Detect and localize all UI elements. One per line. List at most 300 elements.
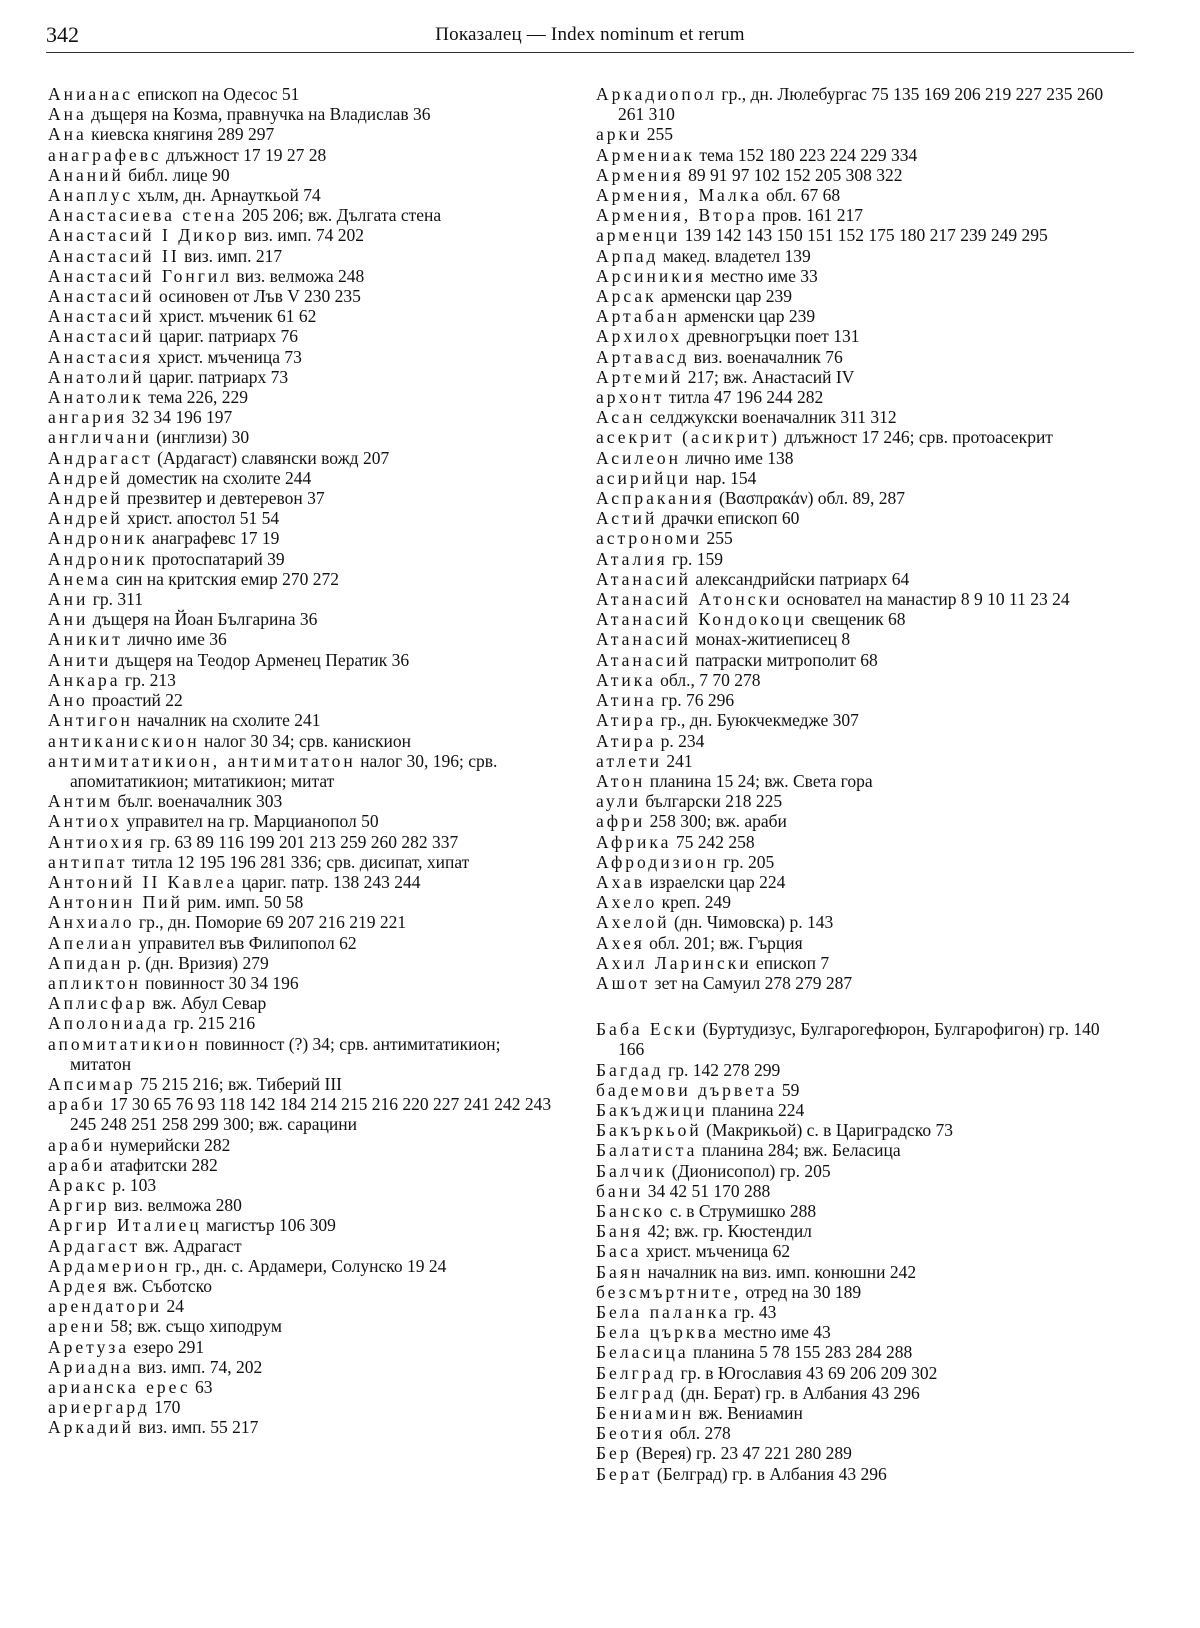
index-entry-headword: Апелиан (48, 932, 135, 953)
index-entry (596, 266, 1106, 286)
index-entry-references: обл. 278 (665, 1423, 731, 1444)
index-entry (48, 1215, 558, 1235)
index-entry-headword: аули (596, 791, 641, 812)
index-entry (596, 1383, 1106, 1403)
index-entry (48, 731, 558, 751)
index-entry-headword: Анастасиева стена (48, 205, 238, 226)
index-entry (48, 791, 558, 811)
index-entry-headword: Балатиста (596, 1140, 698, 1161)
index-entry-references: 24 (162, 1296, 185, 1317)
index-entry-references: (дн. Берат) гр. в Албания 43 296 (676, 1382, 920, 1403)
index-entry-headword: Баба Ески (596, 1019, 699, 1040)
index-entry-references: (Макрикьой) с. в Цариградско 73 (701, 1120, 953, 1141)
index-entry (48, 993, 558, 1013)
index-entry (596, 286, 1106, 306)
index-entry-references: рим. имп. 50 58 (183, 892, 304, 913)
index-entry-headword: Анити (48, 649, 112, 670)
index-entry-headword: Арсиникия (596, 265, 707, 286)
index-entry-references: вж. Вениамин (694, 1403, 803, 1423)
index-entry-headword: ангария (48, 407, 128, 428)
index-entry-headword: Анема (48, 568, 112, 589)
index-entry (48, 1013, 558, 1033)
index-entry-headword: Ахелой (596, 912, 670, 933)
index-entry-references: лично име 36 (122, 629, 227, 650)
index-entry-headword: антиканискион (48, 730, 200, 751)
index-entry-references: арменски цар 239 (656, 286, 792, 307)
index-entry-references: христ. апостол 51 54 (122, 508, 280, 529)
index-entry-references: планина 224 (707, 1099, 805, 1120)
index-entry (596, 347, 1106, 367)
index-entry (48, 508, 558, 528)
index-entry-headword: Баян (596, 1261, 644, 1282)
index-entry-headword: Астий (596, 508, 658, 529)
index-entry-references: вж. Съботско (108, 1275, 213, 1296)
index-entry-headword: Андроник (48, 528, 148, 549)
index-entry-headword: Ардамерион (48, 1255, 171, 1276)
index-entry-references: гр. 215 216 (169, 1013, 256, 1034)
index-entry (48, 973, 558, 993)
index-entry-headword: Ашот (596, 972, 651, 993)
index-entry-headword: атлети (596, 750, 663, 771)
index-entry (48, 347, 558, 367)
index-entry (596, 1181, 1106, 1201)
index-entry-references: титла 47 196 244 282 (664, 387, 824, 408)
index-entry-references: 255 (702, 528, 733, 549)
index-entry-references: христ. мъченица 73 (153, 346, 302, 367)
index-entry-references: макед. владетел 139 (658, 245, 811, 266)
index-entry (596, 225, 1106, 245)
index-entry-headword: Антонин Пий (48, 892, 184, 913)
index-entry-references: киевска княгиня 289 297 (86, 124, 275, 145)
index-entry-references: виз. имп. 74 202 (239, 225, 365, 246)
index-entry-references: виз. велможа 248 (232, 265, 365, 286)
index-entry-headword: Аникит (48, 629, 123, 650)
index-entry (48, 650, 558, 670)
index-entry (596, 892, 1106, 912)
index-entry (48, 1316, 558, 1336)
index-entry-references: налог 30, 196; срв. апомитатикион; митатикион; митат (70, 750, 498, 791)
index-entry (48, 1357, 558, 1377)
index-entry-headword: асирийци (596, 467, 692, 488)
index-entry-headword: антипат (48, 851, 128, 872)
index-entry-references: р. (дн. Вризия) 279 (123, 952, 269, 973)
index-entry (596, 569, 1106, 589)
index-entry (596, 710, 1106, 730)
index-entry-references: нумерийски 282 (105, 1134, 231, 1155)
index-entry (48, 326, 558, 346)
index-entry (48, 872, 558, 892)
index-entry (596, 1403, 1106, 1423)
index-entry (48, 165, 558, 185)
index-entry-headword: Бакъркьой (596, 1120, 702, 1141)
index-entry-headword: Беотия (596, 1423, 666, 1444)
index-entry (596, 771, 1106, 791)
index-entry-headword: арменци (596, 225, 681, 246)
index-entry-headword: Ананий (48, 164, 124, 185)
index-entry (596, 629, 1106, 649)
index-entry-headword: Берат (596, 1463, 653, 1484)
index-entry (48, 933, 558, 953)
index-entry (596, 670, 1106, 690)
index-entry (596, 1363, 1106, 1383)
index-entry-references: библ. лице 90 (123, 164, 230, 185)
index-entry (596, 1322, 1106, 1342)
index-entry-references: 63 (190, 1377, 213, 1397)
index-entry-references: длъжност 17 246; срв. протоасекрит (779, 427, 1053, 448)
index-entry-references: 59 (777, 1079, 800, 1100)
index-entry (48, 407, 558, 427)
index-entry-references: цариг. патриарх 76 (154, 326, 299, 347)
index-entry (48, 1236, 558, 1256)
index-entry (48, 751, 558, 791)
index-entry-headword: Армениак (596, 144, 695, 165)
index-entry (48, 1074, 558, 1094)
index-entry-headword: анаграфевс (48, 144, 162, 165)
index-entry-references: (Верея) гр. 23 47 221 280 289 (631, 1443, 852, 1464)
index-entry (596, 145, 1106, 165)
index-entry-references: дъщеря на Козма, правнучка на Владислав 36 (86, 104, 431, 125)
index-entry-references: гр. 159 (667, 548, 724, 569)
index-entry-references: анаграфевс 17 19 (147, 528, 280, 549)
index-entry-references: основател на манастир 8 9 10 11 23 24 (782, 589, 1070, 610)
index-entry-headword: Апсимар (48, 1073, 136, 1094)
index-entry-references: нар. 154 (691, 467, 757, 488)
index-entry (596, 84, 1106, 124)
index-entry-headword: Анкара (48, 669, 121, 690)
index-entry-references: виз. имп. 217 (179, 245, 283, 266)
index-entry-headword: архонт (596, 387, 665, 408)
index-entry (596, 1302, 1106, 1322)
index-entry-references: управител във Филипопол 62 (134, 932, 357, 953)
index-entry (596, 1443, 1106, 1463)
index-entry-headword: Ано (48, 690, 88, 711)
index-entry-headword: Армения (596, 164, 684, 185)
index-entry-references: арменски цар 239 (679, 306, 816, 327)
index-entry-references: виз. велможа 280 (109, 1195, 242, 1216)
index-entry (48, 1175, 558, 1195)
index-entry (596, 246, 1106, 266)
index-entry-headword: Бениамин (596, 1403, 695, 1423)
index-entry-references: тема 226, 229 (143, 387, 248, 408)
index-entry-references: 32 34 196 197 (127, 407, 233, 428)
index-entry-headword: Армения, Втора (596, 205, 758, 226)
header-rule (46, 52, 1134, 53)
index-entry (48, 1377, 558, 1397)
index-entry-references: проастий 22 (87, 690, 183, 711)
index-entry-references: гр. 43 (729, 1301, 777, 1322)
index-entry-headword: Анаплус (48, 185, 134, 206)
index-entry (48, 387, 558, 407)
index-entry-headword: антимитатикион, антимитатон (48, 750, 356, 771)
index-entry (596, 690, 1106, 710)
index-entry (596, 1221, 1106, 1241)
index-entry (596, 650, 1106, 670)
index-entry-headword: Антиохия (48, 831, 146, 852)
index-entry (48, 1094, 558, 1134)
index-entry-references: виз. военачалник 76 (689, 346, 843, 367)
index-entry (596, 852, 1106, 872)
index-entry-references: гр. 205 (718, 851, 775, 872)
index-entry (48, 569, 558, 589)
index-entry-headword: англичани (48, 427, 152, 448)
index-entry (48, 629, 558, 649)
index-entry-headword: Банско (596, 1200, 666, 1221)
index-entry-headword: Ахея (596, 932, 645, 953)
index-entry-headword: Ардея (48, 1275, 109, 1296)
index-column-right (596, 84, 1106, 1484)
index-entry-headword: Ахав (596, 871, 646, 892)
index-entry-references: дъщеря на Теодор Арменец Ператик 36 (111, 649, 410, 670)
index-entry-headword: Анастасия (48, 346, 154, 367)
index-entry (596, 731, 1106, 751)
index-entry (596, 448, 1106, 468)
index-entry (48, 710, 558, 730)
index-entry-references: 217; вж. Анастасий IV (683, 366, 855, 387)
index-entry-references: налог 30 34; срв. канискион (199, 730, 411, 751)
index-entry-headword: Бела паланка (596, 1301, 730, 1322)
index-entry-headword: апомитатикион (48, 1033, 201, 1054)
index-entry-references: пров. 161 217 (757, 205, 863, 226)
index-entry-headword: Асан (596, 407, 646, 428)
page-header (46, 22, 1134, 54)
index-entry-references: доместик на схолите 244 (122, 467, 312, 488)
index-entry-headword: Арпад (596, 245, 659, 266)
index-entry-references: гр., дн. Поморие 69 207 216 219 221 (134, 912, 407, 933)
index-entry-headword: Апидан (48, 952, 124, 973)
index-entry-headword: Ариадна (48, 1356, 134, 1377)
index-entry-references: цариг. патр. 138 243 244 (237, 871, 421, 892)
index-entry-references: р. 234 (656, 730, 705, 751)
index-entry-headword: Анастасий II (48, 245, 180, 266)
index-entry-headword: Балчик (596, 1160, 668, 1181)
index-entry (596, 1080, 1106, 1100)
index-entry-references: виз. имп. 74, 202 (133, 1356, 263, 1377)
index-entry-references: местно име 33 (706, 265, 818, 286)
index-entry-references: планина 284; вж. Беласица (697, 1140, 901, 1161)
index-entry-references: гр. 142 278 299 (663, 1059, 781, 1080)
index-entry-headword: Атина (596, 690, 657, 711)
index-entry-headword: Аракс (48, 1174, 108, 1195)
index-entry-headword: Арсак (596, 286, 657, 307)
index-entry-headword: Ахил Ларински (596, 952, 752, 973)
index-entry-headword: Анатолик (48, 387, 144, 408)
index-entry-references: планина 15 24; вж. Света гора (645, 770, 873, 791)
index-entry (48, 912, 558, 932)
index-entry-headword: Андрагаст (48, 447, 153, 468)
index-entry-references: осиновен от Лъв V 230 235 (154, 286, 361, 307)
index-entry (48, 832, 558, 852)
index-entry-references: лично име 138 (680, 447, 794, 468)
index-entry (596, 1342, 1106, 1362)
index-entry (596, 1262, 1106, 1282)
index-entry-references: (Ардагаст) славянски вожд 207 (152, 447, 390, 468)
index-entry-references: бълг. военачалник 303 (113, 791, 283, 812)
index-entry (596, 1120, 1106, 1140)
index-entry-headword: Аталия (596, 548, 668, 569)
index-entry (48, 609, 558, 629)
index-entry-references: тема 152 180 223 224 229 334 (694, 144, 918, 165)
index-entry-headword: Атика (596, 669, 656, 690)
index-entry-headword: Беласица (596, 1342, 689, 1363)
index-entry-references: повинност (?) 34; срв. антимитатикион; митатон (70, 1033, 501, 1074)
index-entry-headword: Африка (596, 831, 672, 852)
index-entry-headword: Анхиало (48, 912, 135, 933)
index-entry-references: цариг. патриарх 73 (144, 366, 289, 387)
index-entry-references: вж. Абул Севар (147, 993, 267, 1014)
index-entry (48, 1256, 558, 1276)
index-entry (596, 549, 1106, 569)
index-entry-headword: Бер (596, 1443, 632, 1464)
index-entry-references: зет на Самуил 278 279 287 (650, 972, 853, 993)
index-entry-headword: Аспракания (596, 488, 715, 509)
index-entry (48, 892, 558, 912)
index-entry-headword: Антиох (48, 811, 123, 832)
index-entry-headword: Антигон (48, 710, 133, 731)
index-entry (48, 468, 558, 488)
index-entry (48, 1155, 558, 1175)
index-entry (596, 427, 1106, 447)
index-entry-headword: Анастасий Гонгил (48, 265, 233, 286)
index-entry-references: гр., дн. Люлебургас 75 135 169 206 219 227 235 260 261 310 (618, 84, 1104, 125)
index-entry-references: 255 (642, 124, 674, 145)
index-entry (596, 1464, 1106, 1484)
index-entry-references: титла 12 195 196 281 336; срв. дисипат, хипат (127, 851, 470, 872)
index-entry (48, 266, 558, 286)
index-entry (596, 185, 1106, 205)
index-entry-references: креп. 249 (657, 892, 731, 913)
index-entry-references: дъщеря на Йоан Българина 36 (88, 609, 318, 630)
index-entry (48, 367, 558, 387)
index-entry (48, 246, 558, 266)
index-entry-references: александрийски патриарх 64 (691, 568, 910, 589)
index-entry-headword: астрономи (596, 528, 703, 549)
index-entry-references: 75 215 216; вж. Тиберий III (135, 1073, 342, 1094)
index-entry-references: 258 300; вж. араби (645, 811, 787, 832)
index-entry-references: планина 5 78 155 283 284 288 (688, 1342, 913, 1363)
index-entry (596, 1423, 1106, 1443)
index-entry-headword: Аргир Италиец (48, 1215, 202, 1236)
index-column-left (48, 84, 558, 1438)
index-entry (48, 852, 558, 872)
index-entry (48, 589, 558, 609)
index-entry-references: 34 42 51 170 288 (643, 1180, 771, 1201)
index-entry-headword: Аргир (48, 1195, 110, 1216)
index-entry-headword: Атира (596, 710, 657, 731)
index-entry-references: обл. 201; вж. Гърция (644, 932, 803, 953)
index-entry-headword: Асилеон (596, 447, 681, 468)
index-entry (596, 872, 1106, 892)
index-entry-headword: Атира (596, 730, 657, 751)
index-entry (596, 367, 1106, 387)
index-entry (48, 670, 558, 690)
index-entry (48, 306, 558, 326)
index-entry (48, 1337, 558, 1357)
index-entry-headword: Аплисфар (48, 993, 148, 1014)
index-entry-references: гр. 76 296 (656, 690, 735, 711)
index-entry-references: гр., дн. с. Ардамери, Солунско 19 24 (170, 1255, 447, 1276)
index-entry (596, 751, 1106, 771)
index-entry-references: протоспатарий 39 (147, 548, 285, 569)
index-entry (596, 832, 1106, 852)
index-entry (596, 1140, 1106, 1160)
index-entry (48, 528, 558, 548)
index-entry-references: христ. мъченица 62 (641, 1241, 791, 1262)
index-entry-references: драчки епископ 60 (657, 508, 800, 529)
index-entry (596, 933, 1106, 953)
index-entry-headword: Багдад (596, 1059, 664, 1080)
index-entry-headword: Атанасий (596, 629, 692, 650)
index-entry (596, 1201, 1106, 1221)
index-entry-headword: бадемови дървета (596, 1079, 778, 1100)
index-entry-references: управител на гр. Марцианопол 50 (122, 811, 379, 832)
index-entry-headword: Артабан (596, 306, 680, 327)
index-entry-headword: Анастасий (48, 306, 155, 327)
index-entry (48, 1296, 558, 1316)
index-entry (596, 468, 1106, 488)
index-entry-references: хълм, дн. Арнауткьой 74 (133, 185, 321, 206)
index-entry-references: началник на схолите 241 (132, 710, 321, 731)
index-entry (596, 1019, 1106, 1059)
index-entry-references: 17 30 65 76 93 118 142 184 214 215 216 220 227 241 242 243 245 248 251 258 299 300; вж. сарацини (70, 1094, 552, 1135)
index-entry-references: гр. 63 89 116 199 201 213 259 260 282 337 (145, 831, 459, 852)
index-entry-headword: Афродизион (596, 851, 719, 872)
index-entry-references: свещеник 68 (807, 609, 906, 630)
index-entry-references: (Βασπρακάν) обл. 89, 287 (714, 488, 906, 509)
index-entry-references: 42; вж. гр. Кюстендил (643, 1221, 812, 1242)
index-entry-references: епископ на Одесос 51 (133, 84, 300, 104)
index-entry (596, 912, 1106, 932)
index-entry-headword: Аркадиопол (596, 84, 718, 104)
index-entry-references: 241 (662, 750, 693, 771)
index-entry-references: презвитер и девтеревон 37 (122, 488, 325, 509)
running-title: Показалец — Index nominum et rerum (435, 24, 745, 45)
index-entry-references: патраски митрополит 68 (691, 649, 878, 670)
index-entry-headword: араби (48, 1154, 106, 1175)
index-entry (596, 1100, 1106, 1120)
index-entry-headword: Аретуза (48, 1336, 130, 1357)
index-entry-headword: арени (48, 1316, 107, 1337)
index-entry-headword: Антоний II Кавлеа (48, 871, 238, 892)
index-entry (48, 185, 558, 205)
index-entry-headword: Баня (596, 1221, 644, 1242)
index-entry-references: български 218 225 (640, 791, 783, 812)
index-entry-references: (инглизи) 30 (151, 427, 250, 448)
index-entry-references: магистър 106 309 (201, 1215, 336, 1236)
index-entry (596, 508, 1106, 528)
index-entry-references: с. в Струмишко 288 (665, 1200, 817, 1221)
index-entry-references: обл. 67 68 (761, 185, 841, 206)
index-entry-headword: араби (48, 1134, 106, 1155)
index-entry-headword: Бакъджици (596, 1099, 708, 1120)
index-entry (596, 589, 1106, 609)
index-entry-references: гр. 213 (120, 669, 176, 690)
index-entry-references: местно име 43 (719, 1322, 831, 1343)
index-entry (596, 811, 1106, 831)
index-entry (596, 488, 1106, 508)
index-entry-headword: арианска ерес (48, 1377, 191, 1397)
index-entry-headword: Андрей (48, 508, 123, 529)
index-entry-references: (Белград) гр. в Албания 43 296 (652, 1463, 887, 1484)
index-entry-headword: Ана (48, 124, 87, 145)
index-entry-headword: Антим (48, 791, 114, 812)
index-entry-headword: Анианас (48, 84, 134, 104)
index-entry-headword: Атон (596, 770, 646, 791)
index-entry-references: гр. 311 (88, 589, 144, 610)
index-entry (48, 549, 558, 569)
index-entry (596, 124, 1106, 144)
index-entry-headword: асекрит (асикрит) (596, 427, 780, 448)
index-entry (48, 953, 558, 973)
